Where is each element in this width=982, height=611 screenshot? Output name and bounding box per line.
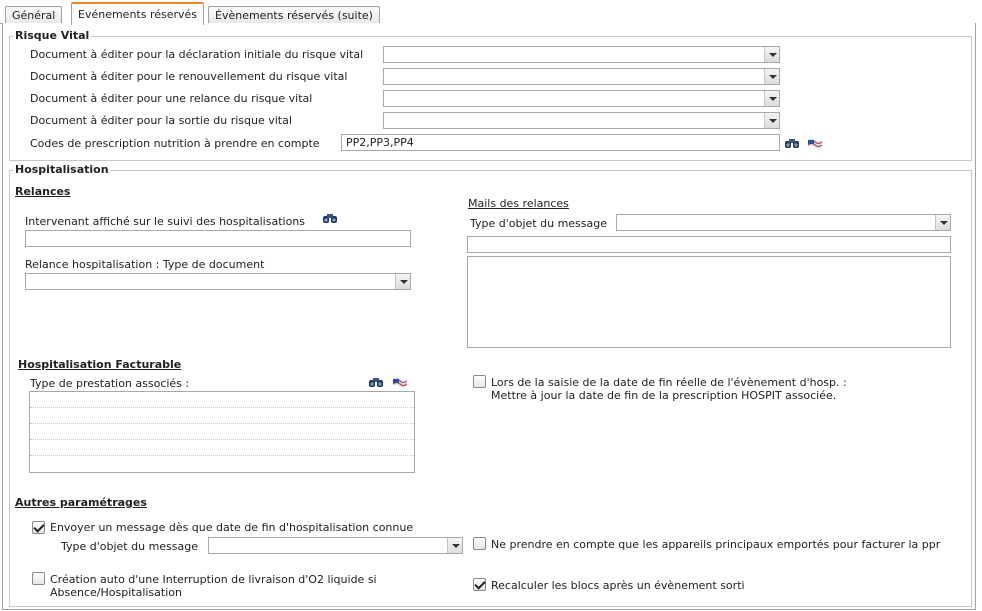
- binoculars-icon[interactable]: [368, 376, 384, 388]
- chevron-down-icon[interactable]: [395, 274, 410, 289]
- flag-icon[interactable]: [807, 137, 823, 149]
- rv-relance-label: Document à éditer pour une relance du risque vital: [30, 92, 313, 105]
- creation-auto-label-line1: Création auto d'une Interruption de livraison d'O2 liquide si: [50, 573, 377, 586]
- rv-relance-select[interactable]: [383, 90, 780, 107]
- relance-type-document-label: Relance hospitalisation : Type de document: [25, 258, 265, 271]
- list-item[interactable]: [30, 408, 414, 424]
- chevron-down-icon[interactable]: [935, 215, 950, 230]
- fin-reelle-label-line2: Mettre à jour la date de fin de la prescription HOSPIT associée.: [491, 389, 837, 402]
- fin-reelle-label-line1: Lors de la saisie de la date de fin réelle de l'évènement d'hosp. :: [491, 376, 847, 389]
- chevron-down-icon[interactable]: [764, 91, 779, 106]
- recalculer-blocs-checkbox[interactable]: [473, 578, 486, 591]
- type-prestation-label: Type de prestation associés :: [30, 377, 190, 390]
- binoculars-icon[interactable]: [784, 137, 800, 149]
- envoyer-message-checkbox[interactable]: [32, 521, 45, 534]
- tab-bar: [0, 0, 982, 24]
- flag-icon[interactable]: [392, 376, 408, 388]
- type-prestation-list[interactable]: [29, 391, 415, 473]
- creation-auto-checkbox[interactable]: [32, 572, 45, 585]
- chevron-down-icon[interactable]: [447, 538, 462, 553]
- creation-auto-label-line2: Absence/Hospitalisation: [50, 586, 182, 599]
- envoyer-message-label: Envoyer un message dès que date de fin d'hospitalisation connue: [50, 521, 414, 534]
- list-item[interactable]: [30, 440, 414, 456]
- rv-renouvellement-label: Document à éditer pour le renouvellement du risque vital: [30, 70, 348, 83]
- mails-body-textarea[interactable]: [467, 256, 951, 348]
- mails-type-objet-select[interactable]: [616, 214, 951, 231]
- mails-subject-input[interactable]: [467, 236, 951, 253]
- tab-evenements-reserves-suite[interactable]: Évènements réservés (suite): [208, 6, 380, 24]
- appareils-principaux-checkbox[interactable]: [473, 537, 486, 550]
- tab-general[interactable]: Général: [5, 6, 62, 24]
- relances-title: Relances: [15, 185, 71, 198]
- rv-declaration-label: Document à éditer pour la déclaration initiale du risque vital: [30, 48, 364, 61]
- autres-type-objet-select[interactable]: [208, 537, 463, 554]
- rv-codes-label: Codes de prescription nutrition à prendre en compte: [30, 137, 320, 150]
- hospitalisation-title: Hospitalisation: [15, 163, 109, 176]
- tab-evenements-reserves[interactable]: Evénements réservés: [71, 2, 204, 25]
- fin-reelle-checkbox[interactable]: [473, 375, 486, 388]
- autres-type-objet-label: Type d'objet du message: [61, 540, 199, 553]
- hospitalisation-facturable-title: Hospitalisation Facturable: [18, 358, 182, 371]
- rv-codes-input[interactable]: PP2,PP3,PP4: [341, 134, 780, 151]
- intervenant-label: Intervenant affiché sur le suivi des hospitalisations: [25, 215, 306, 228]
- risque-vital-title: Risque Vital: [15, 29, 90, 42]
- autres-parametrages-title: Autres paramétrages: [15, 496, 147, 509]
- chevron-down-icon[interactable]: [764, 69, 779, 84]
- recalculer-blocs-label: Recalculer les blocs après un évènement sorti: [491, 579, 745, 592]
- mails-type-objet-label: Type d'objet du message: [470, 217, 608, 230]
- rv-sortie-label: Document à éditer pour la sortie du risque vital: [30, 114, 292, 127]
- intervenant-input[interactable]: [25, 230, 411, 247]
- rv-renouvellement-select[interactable]: [383, 68, 780, 85]
- rv-sortie-select[interactable]: [383, 112, 780, 129]
- appareils-principaux-label: Ne prendre en compte que les appareils principaux emportés pour facturer la ppr: [491, 538, 941, 551]
- list-item[interactable]: [30, 456, 414, 472]
- list-item[interactable]: [30, 424, 414, 440]
- mails-relances-title: Mails des relances: [468, 197, 569, 210]
- list-item[interactable]: [30, 392, 414, 408]
- chevron-down-icon[interactable]: [764, 113, 779, 128]
- rv-declaration-select[interactable]: [383, 46, 780, 63]
- relance-type-document-select[interactable]: [25, 273, 411, 290]
- chevron-down-icon[interactable]: [764, 47, 779, 62]
- binoculars-icon[interactable]: [322, 212, 338, 224]
